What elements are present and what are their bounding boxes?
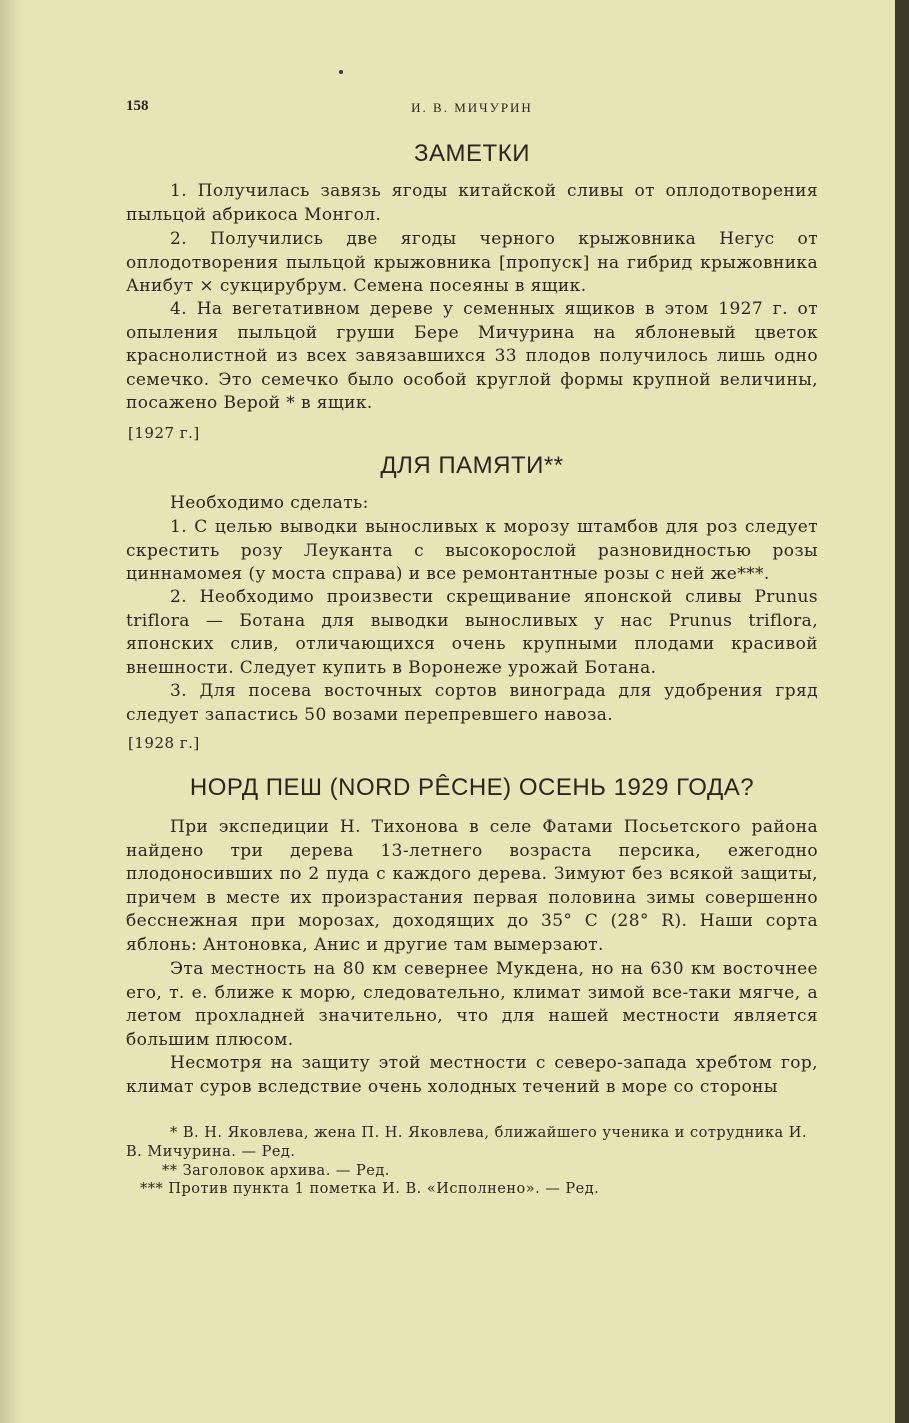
notes-paragraph-1: 1. Получилась завязь ягоды китайской сливы от оплодотворения пыльцой абрикоса Монгол. [126, 181, 818, 225]
nord-paragraph-2: Эта местность на 80 км севернее Мукдена, но на 630 км восточнее его, т. е. ближе к морю, следовательно, климат зимой все-таки мягче, а летом прохладней значительно, что для нашей местности является большим плюсом. [126, 959, 818, 1050]
page-gutter-shadow [0, 0, 22, 1423]
page-edge [895, 0, 909, 1423]
memory-paragraph-3: 2. Необходимо произвести скрещивание японской сливы Prunus triflora — Ботана для выводки выносливых у нас Prunus triflora, японских слив, отличающихся очень крупными плодами красивой внешности. Следует купить в Воронеже урожай Ботана. [126, 587, 818, 678]
notes-date: [1927 г.] [128, 424, 200, 442]
notes-paragraph-2: 2. Получились две ягоды черного крыжовника Негус от оплодотворения пыльцой крыжовника [пропуск] на гибрид крыжовника Анибут × сукцирубрум. Семена посеяны в ящик. [126, 229, 818, 296]
memory-paragraph-4: 3. Для посева восточных сортов винограда для удобрения гряд следует запастись 50 возами перепревшего навоза. [126, 681, 818, 725]
memory-date: [1928 г.] [128, 734, 200, 752]
footnote-3: *** Против пункта 1 пометка И. В. «Исполнено». — Ред. [140, 1181, 600, 1197]
nord-paragraph-1: При экспедиции Н. Тихонова в селе Фатами Посьетского района найдено три дерева 13-летнего возраста персика, ежегодно плодоносивших по 2 пуда с каждого дерева. Зимуют без всякой защиты, причем в месте их произрастания первая половина зимы совершенно бесснежная при морозах, доходящих до 35° С (28° R). Наши сорта яблонь: Антоновка, Анис и другие там вымерзают. [126, 817, 818, 955]
notes-paragraph-3: 4. На вегетативном дереве у семенных ящиков в этом 1927 г. от опыления пыльцой груши Бере Мичурина на яблоневый цветок краснолистной из всех завязавшихся 33 плодов получилось лишь одно семечко. Это семечко было особой круглой формы крупной величины, посажено Верой * в ящик. [126, 299, 818, 413]
footnote-2: ** Заголовок архива. — Ред. [162, 1163, 390, 1179]
section-title-memory: ДЛЯ ПАМЯТИ** [380, 452, 564, 479]
section-title-nord: НОРД ПЕШ (NORD PÊCHE) ОСЕНЬ 1929 ГОДА? [189, 774, 755, 801]
running-title: И. В. МИЧУРИН [411, 100, 533, 115]
ink-speck [339, 70, 343, 74]
section-title-notes: ЗАМЕТКИ [414, 140, 530, 167]
memory-paragraph-1: Необходимо сделать: [170, 493, 369, 513]
footnote-1: * В. Н. Яковлева, жена П. Н. Яковлева, ближайшего ученика и сотрудника И. В. Мичурина. — Ред. [126, 1125, 808, 1160]
memory-paragraph-2: 1. С целью выводки выносливых к морозу штамбов для роз следует скрестить розу Леуканта с высокорослой разновидностью розы циннамомея (у моста справа) и все ремонтантные розы с ней же***. [126, 517, 818, 584]
running-header [126, 98, 818, 120]
page-number: 158 [126, 98, 149, 114]
nord-paragraph-3: Несмотря на защиту этой местности с северо-запада хребтом гор, климат суров вследствие очень холодных течений в море со стороны [126, 1053, 818, 1097]
